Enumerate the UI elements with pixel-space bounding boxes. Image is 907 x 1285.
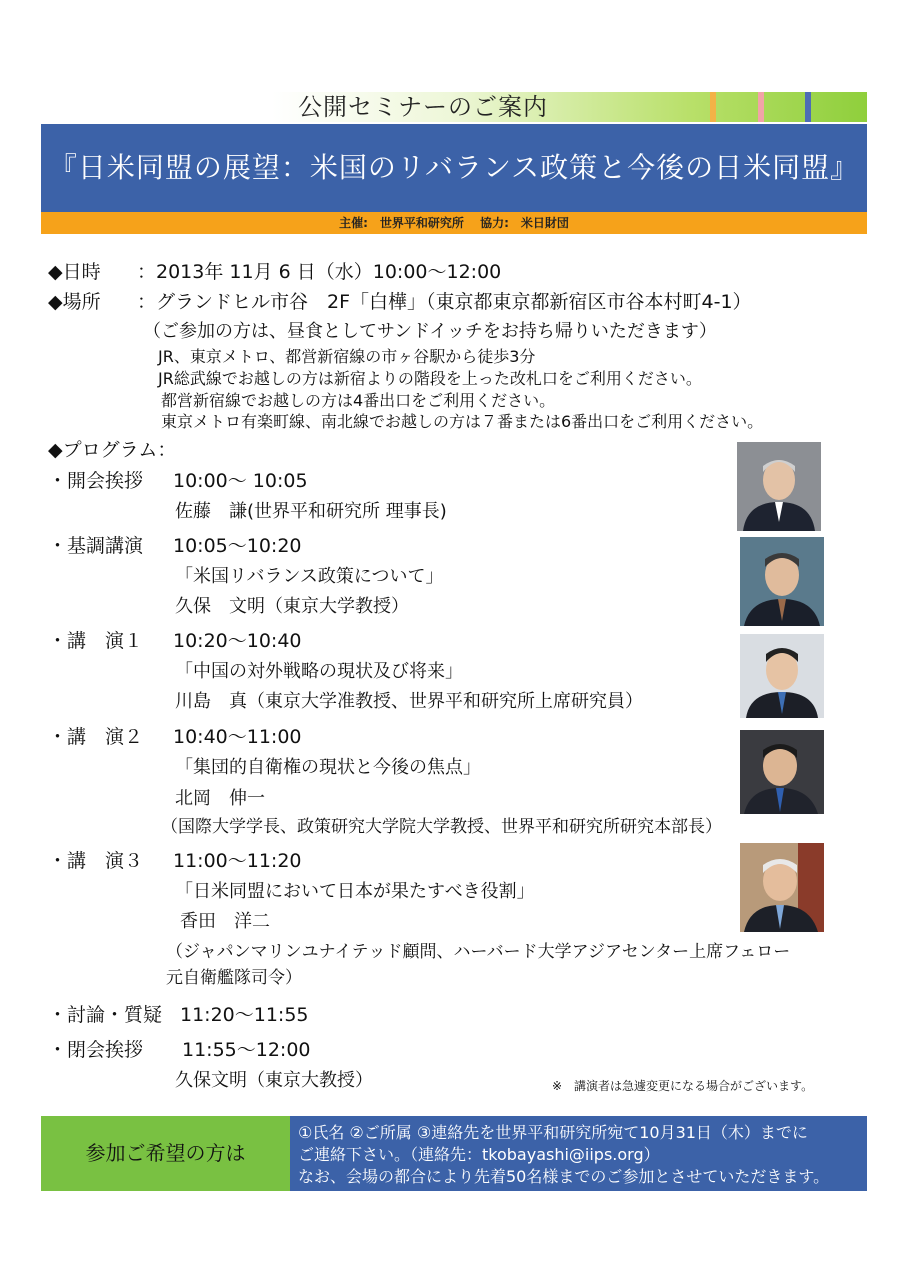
organizer-line: 主催: 世界平和研究所 協力: 米日財団 xyxy=(41,212,867,234)
footer-contact-line: なお、会場の都合により先着50名様までのご参加とさせていただきます。 xyxy=(298,1167,830,1186)
date-label: ◆日時 xyxy=(48,261,101,283)
program-item-line: 久保 文明（東京大学教授） xyxy=(175,596,409,617)
footer-contact-box xyxy=(290,1116,867,1191)
program-item-label: ・開会挨拶 xyxy=(48,470,144,492)
title-banner xyxy=(41,124,867,212)
program-item-time: 11:20～11:55 xyxy=(180,1004,309,1026)
program-item-line: 川島 真（東京大学准教授、世界平和研究所上席研究員） xyxy=(175,691,643,712)
date-value: ：2013年 11月 6 日（水）10:00～12:00 xyxy=(137,261,502,283)
program-item-time: 10:05～10:20 xyxy=(173,535,302,557)
program-label: ◆プログラム： xyxy=(48,439,177,461)
program-item-line: 「日米同盟において日本が果たすべき役割」 xyxy=(175,881,535,902)
program-item-line: 「集団的自衛権の現状と今後の焦点」 xyxy=(175,757,481,778)
seminar-title: 『日米同盟の展望：米国のリバランス政策と今後の日米同盟』 xyxy=(48,151,860,184)
header-title: 公開セミナーのご案内 xyxy=(298,93,548,121)
program-item-time: 11:55～12:00 xyxy=(182,1039,311,1061)
program-item-line: （ジャパンマリンユナイテッド顧問、ハーバード大学アジアセンター上席フェロー xyxy=(166,942,791,962)
program-item-label: ・基調講演 xyxy=(48,535,144,557)
footer-contact-line: ご連絡下さい。（連絡先：tkobayashi@iips.org） xyxy=(298,1145,660,1164)
program-item-line: 元自衛艦隊司令） xyxy=(166,968,302,988)
speaker-photo xyxy=(740,843,824,932)
place-note: JR総武線でお越しの方は新宿よりの階段を上った改札口をご利用ください。 xyxy=(158,369,702,388)
place-value: ：グランドヒル市谷 2F「白樺」（東京都東京都新宿区市谷本村町4-1） xyxy=(137,291,752,313)
program-item-time: 11:00～11:20 xyxy=(173,850,302,872)
place-label: ◆場所 xyxy=(48,291,101,313)
program-item-label: ・講 演１ xyxy=(48,630,144,652)
speaker-photo xyxy=(740,537,824,626)
program-item-line: （国際大学学長、政策研究大学院大学教授、世界平和研究所研究本部長） xyxy=(161,817,722,837)
change-note: ※ 講演者は急遽変更になる場合がございます。 xyxy=(552,1079,814,1093)
program-item-label: ・閉会挨拶 xyxy=(48,1039,144,1061)
program-item-line: 北岡 伸一 xyxy=(175,788,265,809)
header-stripe xyxy=(758,92,764,122)
speaker-photo xyxy=(740,730,824,814)
program-item-line: 久保文明（東京大教授） xyxy=(175,1070,373,1091)
program-item-time: 10:40～11:00 xyxy=(173,726,302,748)
program-item-time: 10:00～ 10:05 xyxy=(173,470,308,492)
program-item-time: 10:20～10:40 xyxy=(173,630,302,652)
footer-apply-label: 参加ご希望の方は xyxy=(41,1116,290,1191)
place-note: 都営新宿線でお越しの方は4番出口をご利用ください。 xyxy=(161,391,556,410)
program-item-line: 「中国の対外戦略の現状及び将来」 xyxy=(175,661,463,682)
program-item-label: ・講 演３ xyxy=(48,850,144,872)
speaker-photo xyxy=(740,634,824,718)
program-item-line: 「米国リバランス政策について」 xyxy=(175,566,444,587)
program-item-label: ・討論・質疑 xyxy=(48,1004,163,1026)
speaker-photo xyxy=(737,442,821,531)
header-stripe xyxy=(805,92,811,122)
program-item-label: ・講 演２ xyxy=(48,726,144,748)
footer-contact-line: ①氏名 ②ご所属 ③連絡先を世界平和研究所宛て10月31日（木）までに xyxy=(298,1123,808,1142)
header-stripe xyxy=(710,92,716,122)
place-note: 東京メトロ有楽町線、南北線でお越しの方は７番または6番出口をご利用ください。 xyxy=(161,412,764,431)
place-note: （ご参加の方は、昼食としてサンドイッチをお持ち帰りいただきます） xyxy=(143,321,717,342)
program-item-line: 佐藤 謙(世界平和研究所 理事長) xyxy=(175,501,447,522)
program-item-line: 香田 洋二 xyxy=(180,911,270,932)
place-note: JR、東京メトロ、都営新宿線の市ヶ谷駅から徒歩3分 xyxy=(158,347,536,366)
